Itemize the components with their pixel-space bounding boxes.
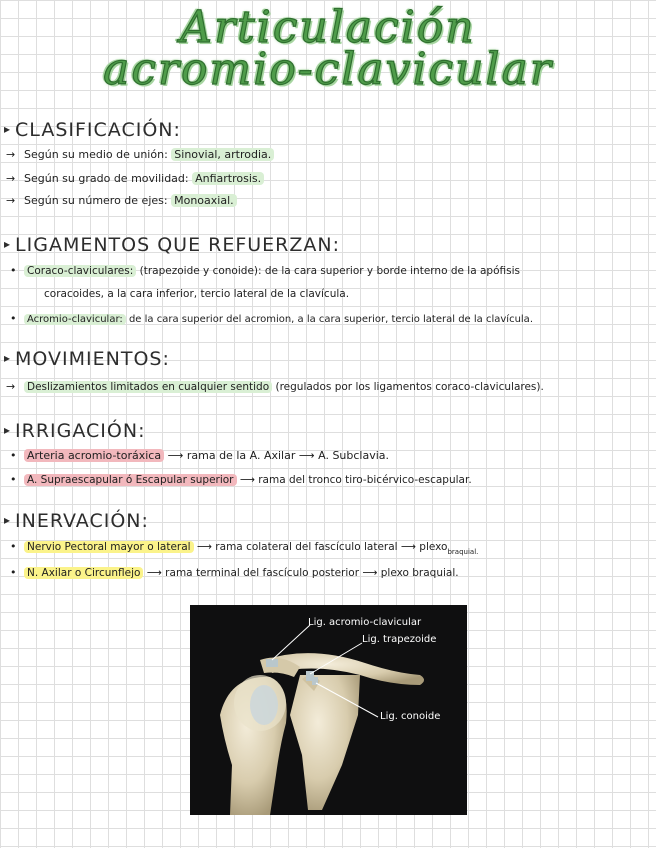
dot-bullet-icon: • — [10, 449, 17, 462]
section-clasificacion-heading — [4, 119, 181, 141]
irrigacion-rest: ⟶ rama del tronco tiro-bicérvico-escapular. — [239, 474, 472, 486]
section-ligamentos-heading — [4, 234, 340, 256]
inervacion-item-1 — [10, 540, 478, 556]
heading-text: CLASIFICACIÓN: — [15, 119, 181, 141]
ligamentos-item-2 — [10, 312, 533, 325]
title-line-1: Articulación — [180, 2, 476, 53]
item-label: Según su número de ejes: — [24, 194, 168, 207]
movimientos-highlight: Deslizamientos limitados en cualquier sentido — [24, 381, 272, 393]
section-inervacion-heading — [4, 510, 149, 532]
inervacion-highlight: Nervio Pectoral mayor o lateral — [24, 541, 194, 553]
bullet-icon: ▸ — [4, 513, 12, 527]
movimientos-text — [6, 380, 544, 393]
title-line-2: acromio-clavicular — [103, 44, 553, 95]
inervacion-item-2 — [10, 566, 459, 579]
inervacion-rest: ⟶ rama terminal del fascículo posterior ⟶ plexo braquial. — [146, 567, 459, 579]
irrigacion-item-1 — [10, 449, 389, 462]
ligamentos-item-1-cont: coracoides, a la cara inferior, tercio lateral de la clavícula. — [44, 288, 350, 300]
arrow-icon: → — [6, 172, 16, 185]
label-lig-trapezoide: Lig. trapezoide — [362, 634, 437, 645]
label-lig-acromio-clavicular: Lig. acromio-clavicular — [308, 617, 422, 628]
dot-bullet-icon: • — [10, 473, 17, 486]
inervacion-small: braquial. — [447, 548, 479, 556]
lig-name: Coraco-claviculares: — [24, 265, 136, 277]
clasificacion-item-3 — [6, 194, 237, 207]
dot-bullet-icon: • — [10, 264, 17, 277]
dot-bullet-icon: • — [10, 312, 17, 325]
label-lig-conoide: Lig. conoide — [380, 711, 441, 722]
item-value: Anfiartrosis. — [192, 172, 264, 185]
arrow-icon: → — [6, 148, 16, 161]
bullet-icon: ▸ — [4, 423, 12, 437]
ligamentos-item-1 — [10, 264, 520, 277]
item-label: Según su medio de unión: — [24, 148, 168, 161]
item-value: Sinovial, artrodia. — [171, 148, 274, 161]
movimientos-rest: (regulados por los ligamentos coraco-claviculares). — [275, 381, 544, 393]
item-label: Según su grado de movilidad: — [24, 172, 189, 185]
arrow-icon: → — [6, 194, 16, 207]
clasificacion-item-1 — [6, 148, 274, 161]
heading-text: LIGAMENTOS QUE REFUERZAN: — [15, 234, 340, 256]
bullet-icon: ▸ — [4, 237, 12, 251]
section-movimientos-heading — [4, 348, 170, 370]
heading-text: IRRIGACIÓN: — [15, 420, 146, 442]
shoulder-anatomy-image — [190, 605, 467, 815]
clasificacion-item-2 — [6, 172, 264, 185]
irrigacion-highlight: Arteria acromio-toráxica — [24, 449, 164, 462]
irrigacion-highlight: A. Supraescapular ó Escapular superior — [24, 474, 237, 486]
heading-text: INERVACIÓN: — [15, 510, 149, 532]
dot-bullet-icon: • — [10, 540, 17, 553]
irrigacion-rest: ⟶ rama de la A. Axilar ⟶ A. Subclavia. — [167, 449, 390, 462]
bullet-icon: ▸ — [4, 122, 12, 136]
lig-text: de la cara superior del acromion, a la cara superior, tercio lateral de la clavícula. — [128, 314, 533, 325]
irrigacion-item-2 — [10, 473, 472, 486]
inervacion-rest: ⟶ rama colateral del fascículo lateral ⟶ plexo — [196, 541, 448, 553]
arrow-icon: → — [6, 380, 16, 393]
dot-bullet-icon: • — [10, 566, 17, 579]
inervacion-highlight: N. Axilar o Circunflejo — [24, 567, 143, 579]
lig-text: de la cara superior y borde interno de la apófisis — [264, 265, 520, 277]
bullet-icon: ▸ — [4, 351, 12, 365]
lig-paren: (trapezoide y conoide): — [139, 265, 262, 277]
item-value: Monoaxial. — [171, 194, 237, 207]
lig-name: Acromio-clavicular: — [24, 314, 126, 325]
section-irrigacion-heading — [4, 420, 145, 442]
heading-text: MOVIMIENTOS: — [15, 348, 170, 370]
